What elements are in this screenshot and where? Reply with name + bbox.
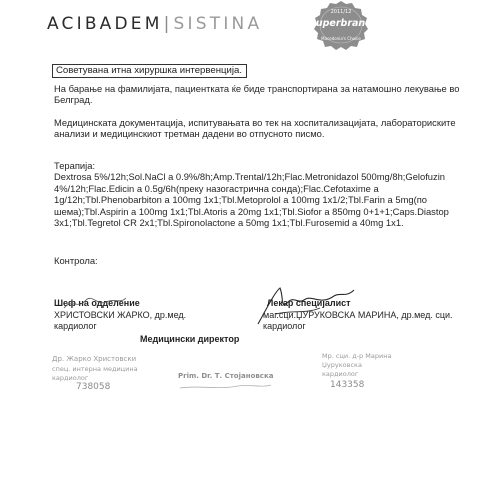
therapy-line: 3x1;Tbl.Tegretol CR 2x1;Tbl.Spironolactone a 50mg 1x1;Tbl.Furosemid a 40mg 1x1.	[54, 217, 404, 229]
seal-year: 2011/12	[330, 9, 352, 15]
seal-brand: Superbrands	[309, 18, 378, 29]
head-of-department-name: ХРИСТОВСКИ ЖАРКО, др.мед.	[54, 310, 187, 320]
therapy-line: шема);Tbl.Aspirin a 100mg 1x1;Tbl.Atoris a 20mg 1x1;Tbl.Siofor a 850mg 0+1+1;Caps.Diastop	[54, 205, 449, 217]
right-stamp-line: Џуруковска	[322, 361, 362, 369]
logo-left-text: ACIBADEM	[47, 14, 163, 34]
head-signature-icon	[60, 292, 130, 314]
recommendation-line: Советувана итна хируршка интервенција.	[52, 64, 247, 78]
specialist-title: кардиолог	[263, 321, 306, 331]
right-stamp-number: 143358	[330, 380, 365, 390]
left-stamp-number: 738058	[76, 382, 111, 392]
logo-separator: |	[163, 14, 173, 34]
right-stamp	[322, 352, 402, 398]
left-stamp-line: кардиолог	[52, 374, 89, 382]
therapy-line: 4%/12h;Flac.Edicin a 0.5g/6h(преку назогастрична сонда);Flac.Cefotaxime a	[54, 182, 379, 194]
therapy-line: Dextrosa 5%/12h;Sol.NaCl a 0.9%/8h;Amp.Trental/12h;Flac.Metronidazol 500mg/8h;Gelofuzin	[54, 171, 446, 182]
hospital-logo	[47, 14, 262, 34]
right-stamp-line: кардиолог	[322, 370, 359, 378]
right-stamp-line: Мр. сци. д-р Марина	[322, 352, 392, 360]
documentation-paragraph: Медицинската документација, испитувањата во тек на хоспитализацијата, лабораториските анализи и медицинскиот третман дадени во отпусното писмо.	[54, 117, 456, 139]
specialist-signature-icon	[250, 284, 360, 329]
left-stamp-line: Др. Жарко Христовски	[52, 355, 137, 363]
control-label: Контрола:	[54, 255, 98, 266]
left-stamp	[46, 355, 141, 399]
middle-stamp	[178, 372, 278, 394]
head-of-department-title: кардиолог	[54, 321, 97, 331]
middle-stamp-line: Prim. Dr. Т. Стојановска	[178, 372, 274, 380]
logo-right-text: SISTINA	[173, 14, 263, 34]
therapy-label: Терапија:	[54, 160, 96, 171]
therapy-list	[54, 171, 474, 229]
therapy-line: 1g/12h;Tbl.Phenobarbiton a 100mg 1x1;Tbl.Metoprolol a 100mg 1x1/2;Tbl.Farin a 5mg(по	[54, 194, 427, 206]
middle-stamp-scribble-icon	[178, 382, 273, 392]
superbrands-seal-icon	[309, 0, 378, 52]
specialist-name: маг.сци.ЏУРУКОВСКА МАРИНА, др.мед. сци.	[263, 310, 453, 320]
medical-director-label: Медицински директор	[140, 334, 240, 344]
seal-subtitle: Macedonia's Choice	[321, 36, 361, 41]
left-stamp-line: спец. интерна медицина	[52, 365, 138, 373]
head-of-department-label: Шеф на одделение	[54, 298, 140, 308]
transport-paragraph: На барање на фамилијата, пациентката ќе биде транспортирана за натамошно лекување во Белград.	[54, 83, 460, 105]
specialist-label: Лекар специјалист	[267, 298, 351, 308]
